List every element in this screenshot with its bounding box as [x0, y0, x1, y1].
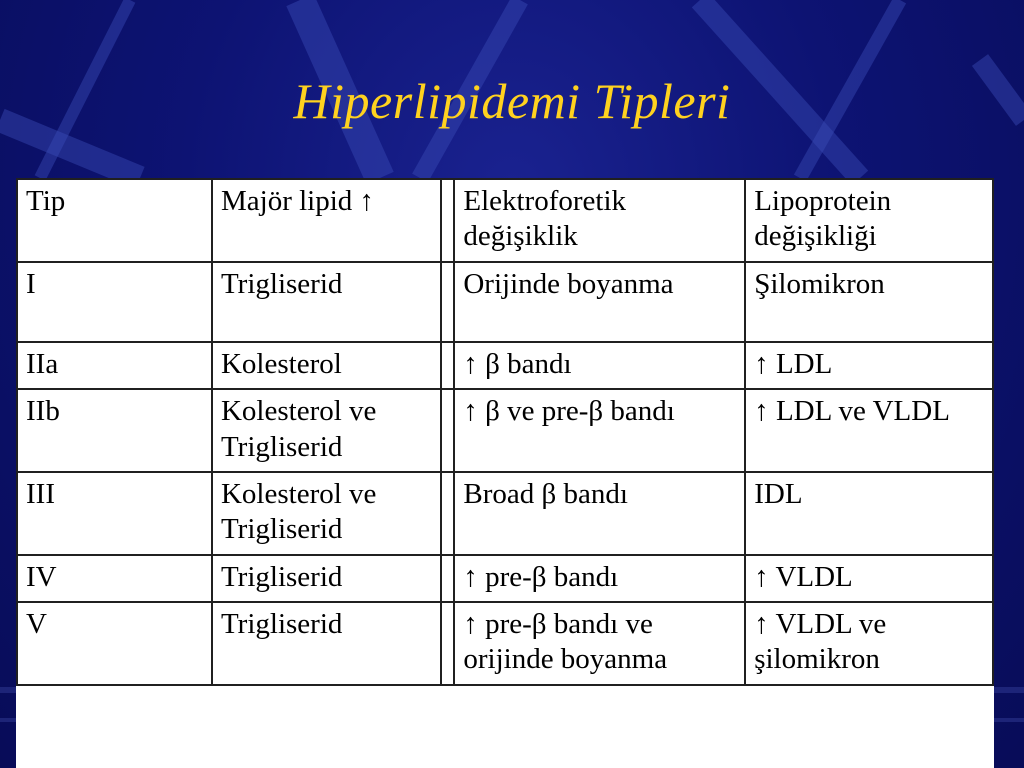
cell-tip: IIa: [17, 342, 212, 389]
cell-lipoprotein: ↑ LDL ve VLDL: [745, 389, 993, 472]
table-row: [17, 389, 993, 472]
cell-major-lipid: Kolesterol ve Trigliserid: [212, 389, 441, 472]
table-row: [17, 602, 993, 685]
table-row: [17, 472, 993, 555]
hyperlipidemia-table: [16, 178, 994, 686]
table-row: [17, 342, 993, 389]
cell-lipoprotein: ↑ VLDL: [745, 555, 993, 602]
column-gap: [441, 602, 454, 685]
column-gap: [441, 342, 454, 389]
cell-major-lipid: Kolesterol: [212, 342, 441, 389]
column-gap: [441, 472, 454, 555]
column-gap: [441, 262, 454, 342]
column-gap: [441, 555, 454, 602]
cell-electrophoretic: Orijinde boyanma: [454, 262, 745, 342]
cell-major-lipid: Trigliserid: [212, 555, 441, 602]
cell-tip: IIb: [17, 389, 212, 472]
table-row: [17, 262, 993, 342]
cell-tip: III: [17, 472, 212, 555]
cell-lipoprotein: Şilomikron: [745, 262, 993, 342]
cell-electrophoretic: ↑ pre-β bandı: [454, 555, 745, 602]
cell-electrophoretic: ↑ β ve pre-β bandı: [454, 389, 745, 472]
table-header-row: [17, 179, 993, 262]
cell-major-lipid: Trigliserid: [212, 262, 441, 342]
cell-tip: I: [17, 262, 212, 342]
cell-tip: V: [17, 602, 212, 685]
cell-lipoprotein: IDL: [745, 472, 993, 555]
column-gap: [441, 179, 454, 262]
header-cell-tip: Tip: [17, 179, 212, 262]
cell-electrophoretic: ↑ pre-β bandı ve orijinde boyanma: [454, 602, 745, 685]
cell-tip: IV: [17, 555, 212, 602]
header-cell-lipoprotein: Lipoprotein değişikliği: [745, 179, 993, 262]
cell-lipoprotein: ↑ LDL: [745, 342, 993, 389]
cell-lipoprotein: ↑ VLDL ve şilomikron: [745, 602, 993, 685]
cell-major-lipid: Kolesterol ve Trigliserid: [212, 472, 441, 555]
header-cell-major-lipid: Majör lipid ↑: [212, 179, 441, 262]
cell-electrophoretic: Broad β bandı: [454, 472, 745, 555]
cell-electrophoretic: ↑ β bandı: [454, 342, 745, 389]
column-gap: [441, 389, 454, 472]
header-cell-electrophoretic: Elektroforetik değişiklik: [454, 179, 745, 262]
slide-title: Hiperlipidemi Tipleri: [293, 73, 731, 129]
table-row: [17, 555, 993, 602]
cell-major-lipid: Trigliserid: [212, 602, 441, 685]
